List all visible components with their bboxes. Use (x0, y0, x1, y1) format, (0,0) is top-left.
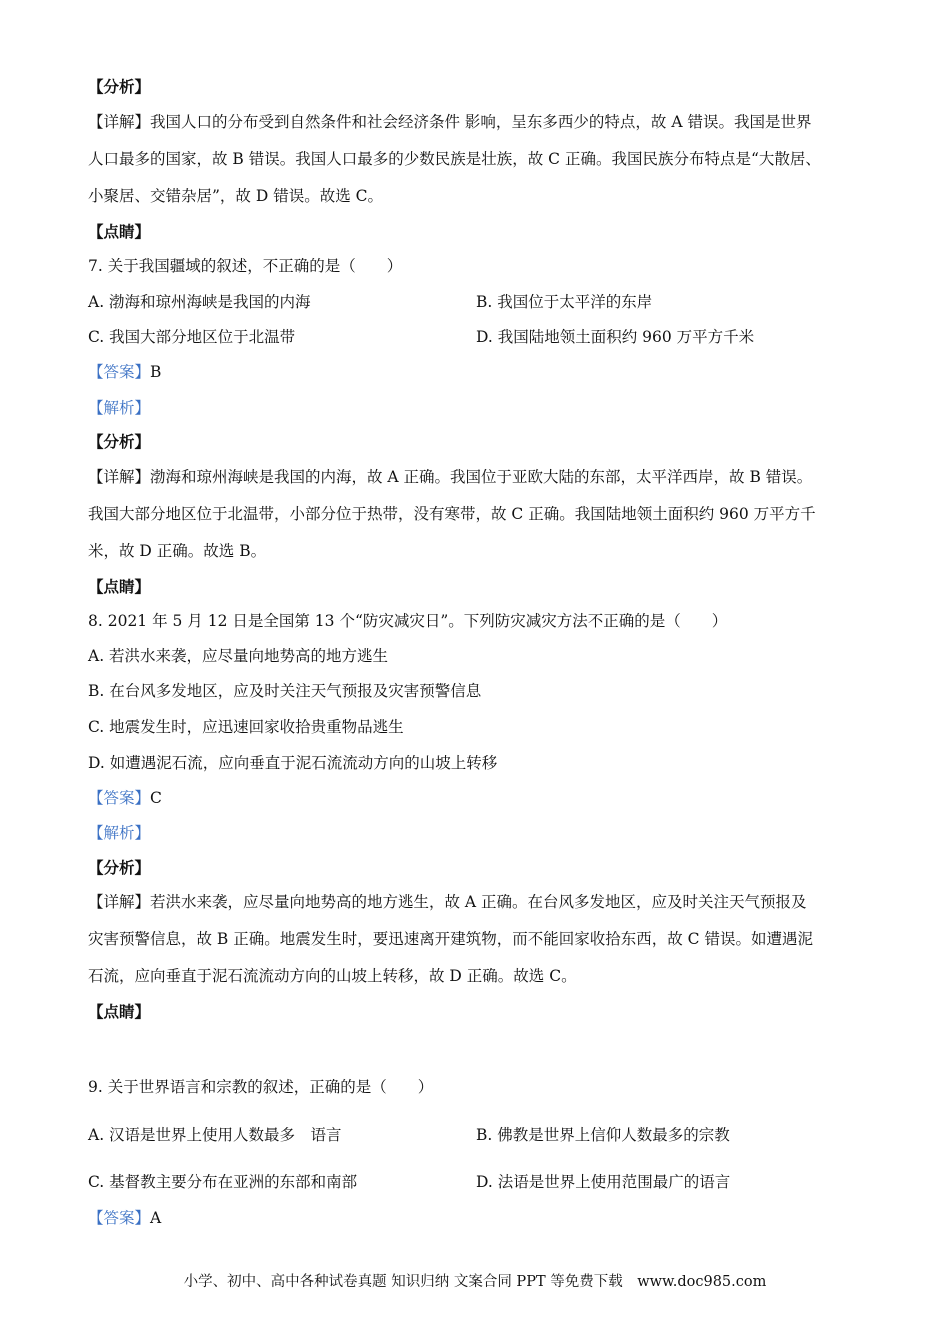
q8-detail-line1: 【详解】若洪水来袭，应尽量向地势高的地方逃生，故 A 正确。在台风多发地区，应及时关注天气预报及 (88, 893, 807, 911)
q8-detail-line2: 灾害预警信息，故 B 正确。地震发生时，要迅速离开建筑物，而不能回家收拾东西，故 C 错误。如遭遇泥 (88, 930, 813, 948)
q7-explain-label: 【解析】 (88, 399, 151, 417)
q9-answer (88, 1208, 161, 1228)
q7-answer (88, 362, 161, 382)
q7-detail-line3: 米，故 D 正确。故选 B。 (88, 542, 267, 560)
q6-comment-label: 【点睛】 (88, 222, 151, 241)
q9-answer-value: A (150, 1209, 162, 1227)
q9-option-d: D. 法语是世界上使用范围最广的语言 (476, 1173, 731, 1191)
q8-answer-value: C (150, 789, 162, 807)
q9-option-a: A. 汉语是世界上使用人数最多 语言 (88, 1126, 342, 1144)
q9-answer-label: 【答案】 (88, 1209, 151, 1227)
q8-analysis-label: 【分析】 (88, 858, 151, 877)
q6-detail-line1: 【详解】我国人口的分布受到自然条件和社会经济条件 影响，呈东多西少的特点，故 A 错误。我国是世界 (88, 113, 812, 131)
q7-option-d: D. 我国陆地领土面积约 960 万平方千米 (476, 328, 755, 346)
q7-answer-value: B (150, 363, 162, 381)
page-footer: 小学、初中、高中各种试卷真题 知识归纳 文案合同 PPT 等免费下载 www.doc985.com (183, 1274, 767, 1290)
q8-option-c: C. 地震发生时，应迅速回家收拾贵重物品逃生 (88, 718, 404, 736)
q7-option-c: C. 我国大部分地区位于北温带 (88, 328, 296, 346)
q7-analysis-label: 【分析】 (88, 432, 151, 451)
q8-detail-line3: 石流，应向垂直于泥石流流动方向的山坡上转移，故 D 正确。故选 C。 (88, 967, 577, 985)
q9-question: 9. 关于世界语言和宗教的叙述，正确的是（ ） (88, 1078, 434, 1096)
q7-option-b: B. 我国位于太平洋的东岸 (476, 293, 653, 311)
q7-detail-line1: 【详解】渤海和琼州海峡是我国的内海，故 A 正确。我国位于亚欧大陆的东部，太平洋西岸，故 B 错误。 (88, 468, 813, 486)
q7-answer-label: 【答案】 (88, 363, 151, 381)
q8-comment-label: 【点睛】 (88, 1002, 151, 1021)
q8-option-b: B. 在台风多发地区，应及时关注天气预报及灾害预警信息 (88, 682, 482, 700)
q7-option-a: A. 渤海和琼州海峡是我国的内海 (88, 293, 311, 311)
q8-answer-label: 【答案】 (88, 789, 151, 807)
q8-explain-label: 【解析】 (88, 824, 151, 842)
q7-question: 7. 关于我国疆域的叙述，不正确的是（ ） (88, 257, 403, 275)
q6-detail-line2: 人口最多的国家，故 B 错误。我国人口最多的少数民族是壮族，故 C 正确。我国民族分布特点是“大散居、 (88, 150, 821, 168)
q8-option-a: A. 若洪水来袭，应尽量向地势高的地方逃生 (88, 647, 389, 665)
q8-option-d: D. 如遭遇泥石流，应向垂直于泥石流流动方向的山坡上转移 (88, 754, 498, 772)
q8-question: 8. 2021 年 5 月 12 日是全国第 13 个“防灾减灾日”。下列防灾减灾方法不正确的是（ ） (88, 612, 728, 630)
q7-comment-label: 【点睛】 (88, 577, 151, 596)
q8-answer (88, 788, 162, 808)
q6-detail-line3: 小聚居、交错杂居”，故 D 错误。故选 C。 (88, 187, 383, 205)
q7-detail-line2: 我国大部分地区位于北温带，小部分位于热带，没有寒带，故 C 正确。我国陆地领土面积约 960 万平方千 (88, 505, 816, 523)
q6-analysis-label: 【分析】 (88, 77, 151, 96)
q9-option-b: B. 佛教是世界上信仰人数最多的宗教 (476, 1126, 730, 1144)
q9-option-c: C. 基督教主要分布在亚洲的东部和南部 (88, 1173, 358, 1191)
